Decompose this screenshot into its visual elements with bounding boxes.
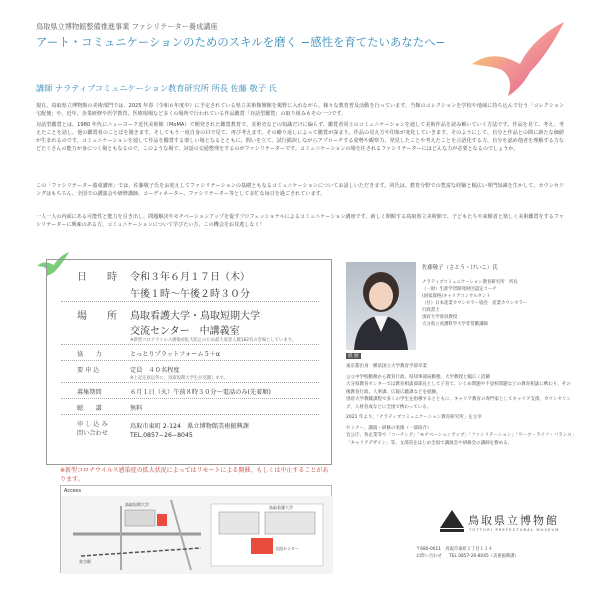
apply-label: 申 し 込 み	[77, 421, 108, 428]
career-line: 別府大学教職課程で多くの学生を指導するとともに、キャリア教育の専門家としてキャリア支援、カウンセリング、人材育成などに全国で携わっている。	[346, 397, 571, 410]
lecturer-titles	[422, 279, 572, 328]
bird-illustration-large	[468, 20, 568, 98]
intro-paragraph-3: この「ファシリテーター養成講座」では、佐藤敬子氏をお迎えしてファシリテーションの基礎ともなるコミュニケーションについてお話しいただきます。同氏は、教育分野での豊富な経験と幅広い専門知識を生かして、カウンセリングはもちろん、全国での講演会や研修講師、コーディネーター、ファシリテーター等として多忙な毎日を過ごされています。	[36, 183, 564, 198]
page-title: アート・コミュニケーションのためのスキルを磨く −感性を育てたいあなたへ−	[36, 36, 446, 49]
career-line: 2021 年より、「ナラティブコミュニケーション教育研究所」を主宰	[346, 415, 482, 420]
fee-label: 聴 講	[77, 405, 102, 412]
title-line: 別府大学客員教授	[422, 315, 458, 320]
career-text	[346, 363, 574, 447]
intro-paragraph-2: 対話型鑑賞とは、1980 年代にニューヨーク近代美術館（MoMA）で開発された鑑賞教育で、美術史などの知識だけに偏らず、鑑賞者同士のコミュニケーションを通して美術作品を読み解いていく方法です。作品を見て、考え、考えたことを話し、他の鑑賞者のことばを聞きます。そしてもう一度自身の目で見て、再び考えます。その繰り返しによって鑑賞が深まり、作品の見え方や印象が変化していきます。そのようにして、自分と作品との間に新たな価値が生まれるのです。コミュニケーションを通して作品を鑑賞する楽しい場となるとともに、問いを立て、試行錯誤しながらアプローチする姿勢や観察力、発見したことや考えたことを言語化する力、自分を認め他者を理解する力などたくさんの能力が身につく場ともなるので、このような場で、対話の交通整理をするのがファシリテーターです。コミュニケーションの場を任されるファシリテーターにはどんな力が必要となるのでしょうか。	[36, 122, 564, 153]
career-line: 東京都出身 横浜国立大学教育学部卒業	[346, 364, 427, 369]
title-line: 行政書士	[422, 308, 440, 313]
museum-address	[416, 546, 586, 560]
career-line: 大分県教育センターでは教育相談部部長として子育て、いじめ問題や不登校問題などの教育相談に携わり、その後教育行政、人事課、広報広聴課などを経験。	[346, 382, 571, 395]
coop-label: 協 力	[77, 351, 102, 358]
time-value: 午後１時〜午後２時３０分	[130, 289, 250, 300]
inquiry-label: 問い合わせ	[77, 430, 108, 437]
contact-label: お問い合わせ	[416, 554, 442, 559]
map-label-college: 鳥取短期大学	[125, 502, 149, 507]
place-value-1: 鳥取看護大学・鳥取短期大学	[130, 311, 260, 322]
museum-name: 鳥取県立博物館	[468, 514, 559, 527]
career-line: セミナー、講演・研修の実績（一部紹介）	[346, 425, 432, 431]
map-drawing	[61, 486, 333, 574]
place-note: ※新型コロナウイルス感染症拡大防止のため最大収容人数182名の会場としています。	[130, 338, 296, 343]
career-label: 経 歴	[348, 354, 359, 359]
career-line: 公立中学校勤務から教育行政、県知事部局勤務。大学教授と幅広く活躍	[346, 374, 490, 380]
title-line: (国家資格)キャリアコンサルタント	[422, 294, 491, 299]
map-label-station: 倉吉駅	[79, 559, 91, 564]
map-label-nursing: 鳥取看護大学	[269, 505, 293, 510]
place-value-2: 交流センター 中講義室	[130, 326, 240, 337]
apply-phone: TEL.0857−26−8045	[130, 432, 193, 439]
address-line: 〒680-0011 鳥取市東町２丁目１２４	[416, 547, 493, 552]
series-label: 鳥取県立博物館整備推進事業 ファシリテーター養成講座	[36, 22, 218, 31]
coop-value: とっとりプラットフォーム５＋α	[130, 351, 220, 358]
access-label: Access	[64, 488, 82, 494]
museum-logo-icon	[440, 510, 464, 532]
application-label: 要 申 込	[77, 367, 100, 374]
title-line: 大分県立看護科学大学非常勤講師	[422, 322, 488, 327]
place-label: 場 所	[77, 311, 117, 322]
intro-paragraph-1: 現在、鳥取県立博物館の美術部門では、2025 年春（令和６年度中）に予定されている県立美術館開館を視野に入れながら、様々な教育普及活動を行っています。当館のコレクションを学校や地域に持ち込んで行う「コレクション宅配便」や、近年、企業研修や医学教育、医療現場など多くの場所で行われている作品鑑賞「対話型鑑賞」の取り組みもその一つです。	[36, 103, 564, 118]
lecturer-photo	[346, 262, 416, 350]
access-map	[60, 485, 332, 573]
intro-paragraph-4: 一人一人の内面にある可能性と能力を引き出し、問題解決やモチベーションアップを促すプロフェッショナルによるコミュニケーション講座です。新しく開館する鳥取県立美術館で、子どもたちや来館者と楽しく美術鑑賞をするファシリテーターに興味のある方、コミュニケーションについて学びたい方、この機会をお見逃しなく！	[36, 214, 564, 229]
title-line: （社）日本産業カウンセラー協会 産業カウンセラー	[422, 301, 528, 306]
date-value: 令和３年６月１７日（木）	[130, 272, 250, 283]
map-label-center: 交流センター	[275, 546, 299, 551]
capacity-note: ※上記定員以外に、鳥取短期大学生が受講します。	[130, 376, 228, 381]
title-line: （一財）生涯学習開発財団認定コーチ	[422, 287, 497, 292]
contact-phone: TEL 0857-26-8045（美術振興課）	[449, 554, 519, 559]
lecturer-name: 佐藤敬子（さとう・けいこ）氏	[422, 265, 498, 271]
date-label: 日 時	[77, 272, 117, 283]
period-label: 募集期間	[77, 389, 102, 396]
museum-name-en: TOTTORI PREFECTURAL MUSEUM	[469, 528, 560, 532]
apply-address: 鳥取市東町 2-124 県立博物館美術振興課	[130, 423, 249, 430]
fee-value: 無料	[130, 405, 143, 412]
period-value: ６月１日（火）午前８時３０分〜電話のみ(先着順)	[130, 389, 271, 396]
career-line: 官公庁、各企業等で「コーチング」「モチベーションアップ」「ファシリテーション」「ワーク・ライフ・バランス」「キャリアデザイン」等、文部省をはじめ全国で講演会や研修会の講師を務める。	[346, 433, 574, 446]
lecturer-heading: 講師 ナラティブコミュニケーション教育研究所 所長 佐藤 敬子 氏	[36, 83, 277, 93]
capacity-value: 定員 ４０名程度	[130, 367, 180, 374]
covid-notice: ※新型コロナウイルス感染症の拡大状況によってはリモートによる開催、もしくは中止することがあります。	[60, 467, 329, 483]
title-line: ナラティブコミュニケーション教育研究所 所長	[422, 280, 518, 285]
event-details-panel	[46, 259, 332, 465]
